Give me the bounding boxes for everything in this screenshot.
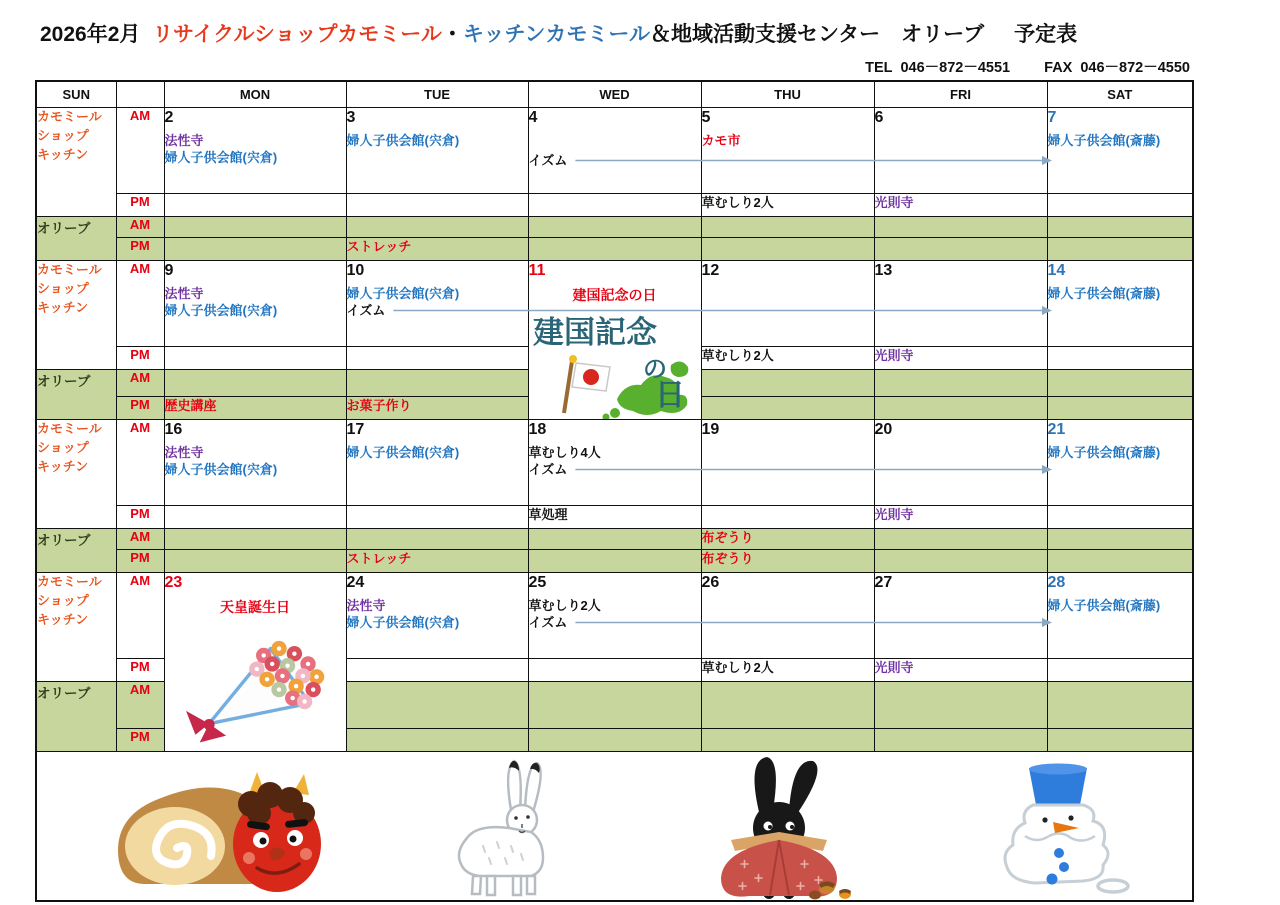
pm-row-label: PM — [116, 238, 164, 261]
day-number: 19 — [701, 421, 720, 438]
day-cell — [164, 370, 346, 397]
schedule-item-line — [1048, 285, 1193, 302]
day-number: 6 — [874, 109, 884, 126]
day-cell — [701, 550, 874, 573]
am-row-label: AM — [116, 420, 164, 506]
holiday-cell — [528, 261, 701, 420]
day-cell — [874, 370, 1047, 397]
schedule-item-line — [1048, 597, 1193, 614]
schedule-item: 婦人子供会館(宍倉) — [164, 150, 278, 165]
week-2-am-row — [36, 261, 1193, 347]
bouquet-illustration — [165, 623, 346, 751]
schedule-item: 法性寺 — [164, 445, 204, 460]
day-number: 23 — [164, 574, 183, 591]
day-cell — [528, 659, 701, 682]
day-cell — [701, 347, 874, 370]
fax-label: FAX — [1044, 60, 1073, 76]
weekday-header-wed: WED — [528, 81, 701, 108]
title-schedule-word: 予定表 — [1014, 23, 1078, 46]
schedule-item-line — [347, 550, 528, 567]
day-cell — [874, 682, 1047, 729]
schedule-item-line — [702, 529, 874, 546]
week-3-pm-row — [36, 506, 1193, 529]
schedule-item: 婦人子供会館(斎藤) — [1047, 598, 1161, 613]
day-cell — [528, 573, 701, 659]
schedule-item: お菓子作り — [346, 398, 412, 413]
day-cell — [874, 729, 1047, 752]
schedule-item: 婦人子供会館(宍倉) — [164, 303, 278, 318]
day-cell — [346, 573, 528, 659]
shop-label-line: ショップ — [37, 280, 89, 296]
schedule-item-line — [529, 597, 701, 614]
schedule-item-line — [702, 550, 874, 567]
schedule-item-line — [347, 444, 528, 461]
schedule-item: 婦人子供会館(宍倉) — [346, 615, 460, 630]
day-cell — [346, 506, 528, 529]
day-cell — [874, 573, 1047, 659]
schedule-item-line — [529, 152, 701, 169]
schedule-item: ストレッチ — [346, 239, 412, 254]
week-1-pm-row — [36, 194, 1193, 217]
day-cell — [874, 420, 1047, 506]
schedule-item: 光則寺 — [874, 507, 914, 522]
schedule-item-line — [529, 506, 701, 523]
pm-row-label: PM — [116, 659, 164, 682]
pm-row-label: PM — [116, 194, 164, 217]
schedule-item: 法性寺 — [346, 598, 386, 613]
svg-text:建国記念: 建国記念 — [532, 315, 657, 350]
day-number: 12 — [701, 262, 720, 279]
schedule-item: 布ぞうり — [701, 530, 754, 545]
shop-label-line: カモミール — [37, 109, 102, 124]
title-shop-name: リサイクルショップカモミール — [152, 23, 442, 46]
day-cell — [701, 529, 874, 550]
day-number: 20 — [874, 421, 893, 438]
day-number: 13 — [874, 262, 893, 279]
day-cell — [528, 217, 701, 238]
day-cell — [528, 529, 701, 550]
day-cell — [874, 238, 1047, 261]
schedule-item-line — [347, 132, 528, 149]
day-number: 26 — [701, 574, 720, 591]
shop-label-line: カモミール — [37, 421, 102, 436]
schedule-item: 光則寺 — [874, 195, 914, 210]
day-number: 25 — [528, 574, 547, 591]
day-cell — [1047, 261, 1193, 347]
day-cell — [346, 347, 528, 370]
crossed-cell — [1047, 550, 1193, 573]
schedule-item-line — [347, 397, 528, 414]
crossed-cell — [1047, 238, 1193, 261]
week-3-am-row — [36, 420, 1193, 506]
day-cell — [1047, 573, 1193, 659]
am-row-label: AM — [116, 261, 164, 347]
crossed-cell — [1047, 397, 1193, 420]
schedule-item-line — [165, 149, 346, 166]
am-row-label: AM — [116, 370, 164, 397]
schedule-item: 草むしり2人 — [701, 195, 774, 210]
day-cell — [164, 194, 346, 217]
weekday-header-sat: SAT — [1047, 81, 1193, 108]
schedule-item-line — [529, 461, 701, 478]
day-cell — [1047, 108, 1193, 194]
day-cell — [346, 238, 528, 261]
shop-label-line: カモミール — [37, 262, 102, 277]
schedule-item: 歴史講座 — [164, 398, 217, 413]
schedule-item-line — [165, 132, 346, 149]
weekday-header-fri: FRI — [874, 81, 1047, 108]
day-cell — [874, 194, 1047, 217]
schedule-item-line — [165, 397, 346, 414]
day-cell — [701, 217, 874, 238]
shop-label-line: キッチン — [37, 146, 89, 162]
schedule-item-line — [165, 461, 346, 478]
shop-row-label — [36, 261, 116, 370]
day-number: 4 — [528, 109, 538, 126]
day-number: 10 — [346, 262, 365, 279]
day-cell — [701, 682, 874, 729]
day-cell — [701, 397, 874, 420]
day-cell — [346, 550, 528, 573]
day-cell — [874, 550, 1047, 573]
weekday-header-tue: TUE — [346, 81, 528, 108]
crossed-cell — [1047, 729, 1193, 752]
black-rabbit-purse-illustration — [697, 752, 867, 901]
day-cell — [346, 659, 528, 682]
svg-text:日: 日 — [654, 379, 685, 412]
day-number: 5 — [701, 109, 711, 126]
melting-snowman-illustration — [967, 760, 1137, 901]
day-number: 21 — [1047, 421, 1066, 438]
day-cell — [874, 397, 1047, 420]
am-row-label: AM — [116, 217, 164, 238]
schedule-item: イズム — [346, 303, 386, 318]
pm-row-label: PM — [116, 550, 164, 573]
day-cell — [874, 347, 1047, 370]
day-cell — [701, 506, 874, 529]
schedule-item: 婦人子供会館(宍倉) — [346, 133, 460, 148]
schedule-item: 草処理 — [528, 507, 568, 522]
olive-row-label: オリーブ — [36, 217, 116, 261]
schedule-item-line — [347, 597, 528, 614]
day-number: 16 — [164, 421, 183, 438]
olive-row-label: オリーブ — [36, 529, 116, 573]
day-cell — [346, 529, 528, 550]
schedule-item: 光則寺 — [874, 660, 914, 675]
am-row-label: AM — [116, 529, 164, 550]
day-number: 24 — [346, 574, 365, 591]
schedule-item-line — [1048, 132, 1193, 149]
day-number: 7 — [1047, 109, 1057, 126]
schedule-item-line — [1048, 444, 1193, 461]
day-cell — [164, 550, 346, 573]
schedule-item: 草むしり4人 — [528, 445, 601, 460]
day-cell — [164, 397, 346, 420]
am-row-label: AM — [116, 682, 164, 729]
shop-row-label — [36, 108, 116, 217]
day-cell — [874, 261, 1047, 347]
day-cell — [874, 529, 1047, 550]
schedule-item-line — [875, 506, 1047, 523]
day-cell — [346, 370, 528, 397]
day-cell — [164, 108, 346, 194]
day-number: 18 — [528, 421, 547, 438]
day-cell — [346, 729, 528, 752]
day-cell — [701, 659, 874, 682]
crossed-cell — [1047, 529, 1193, 550]
pm-row-label: PM — [116, 729, 164, 752]
day-number: 11 — [528, 262, 546, 279]
day-cell — [1047, 420, 1193, 506]
title-suffix: ＆地域活動支援センター オリーブ — [650, 23, 985, 46]
schedule-item-line — [165, 302, 346, 319]
schedule-item: 婦人子供会館(宍倉) — [346, 286, 460, 301]
day-number: 14 — [1047, 262, 1066, 279]
schedule-item-line — [347, 302, 528, 319]
schedule-item-line — [165, 285, 346, 302]
weekday-header-sun: SUN — [36, 81, 116, 108]
footer-row — [36, 752, 1193, 902]
day-cell — [346, 108, 528, 194]
day-cell — [164, 347, 346, 370]
schedule-item: 法性寺 — [164, 286, 204, 301]
day-number: 9 — [164, 262, 174, 279]
day-cell — [346, 194, 528, 217]
week-1-am-row — [36, 108, 1193, 194]
schedule-item: 法性寺 — [164, 133, 204, 148]
day-cell — [528, 194, 701, 217]
day-number: 2 — [164, 109, 174, 126]
holiday-cell — [164, 573, 346, 752]
schedule-item-line — [529, 614, 701, 631]
olive-row-label: オリーブ — [36, 370, 116, 420]
day-cell — [164, 506, 346, 529]
schedule-item: 婦人子供会館(宍倉) — [164, 462, 278, 477]
pm-row-label: PM — [116, 397, 164, 420]
contact-line — [857, 56, 1190, 77]
tel-number: 046－872－4551 — [900, 60, 1011, 76]
day-cell — [164, 529, 346, 550]
shop-label-line: キッチン — [37, 458, 89, 474]
calendar-table — [35, 80, 1194, 902]
oni-roll-cake-illustration — [99, 760, 334, 900]
schedule-item-line — [529, 444, 701, 461]
day-cell — [164, 420, 346, 506]
schedule-item-line — [165, 444, 346, 461]
day-cell — [528, 420, 701, 506]
schedule-item: 婦人子供会館(斎藤) — [1047, 445, 1161, 460]
day-cell — [701, 238, 874, 261]
week-1-olive_pm-row — [36, 238, 1193, 261]
holiday-name: 建国記念の日 — [572, 287, 657, 303]
shop-row-label — [36, 420, 116, 529]
day-cell — [164, 217, 346, 238]
crossed-cell — [1047, 682, 1193, 729]
schedule-item: イズム — [528, 462, 568, 477]
footer-illustration-band — [36, 752, 1193, 902]
shop-label-line: キッチン — [37, 299, 89, 315]
weekday-header-blank — [116, 81, 164, 108]
page-title — [40, 18, 1077, 48]
weekday-header-mon: MON — [164, 81, 346, 108]
crossed-cell — [528, 550, 701, 573]
title-kitchen-name: キッチンカモミール — [462, 23, 650, 46]
day-cell — [701, 370, 874, 397]
crossed-cell — [528, 238, 701, 261]
week-3-olive_am-row — [36, 529, 1193, 550]
day-cell — [346, 420, 528, 506]
day-cell — [701, 420, 874, 506]
day-cell — [1047, 347, 1193, 370]
day-number: 17 — [346, 421, 365, 438]
schedule-item: カモ市 — [701, 133, 741, 148]
schedule-item: 草むしり2人 — [528, 598, 601, 613]
shop-label-line: ショップ — [37, 439, 89, 455]
day-number: 27 — [874, 574, 893, 591]
day-number: 28 — [1047, 574, 1066, 591]
kenkoku-kinenbi-logo-illustration — [529, 307, 701, 419]
schedule-item-line — [702, 347, 874, 364]
day-cell — [346, 682, 528, 729]
day-cell — [528, 506, 701, 529]
weekday-header-row — [36, 81, 1193, 108]
schedule-item: 草むしり2人 — [701, 660, 774, 675]
schedule-item: 草むしり2人 — [701, 348, 774, 363]
white-hare-illustration — [427, 754, 577, 901]
day-cell — [346, 397, 528, 420]
shop-label-line: カモミール — [37, 574, 102, 589]
day-cell — [1047, 659, 1193, 682]
week-4-am-row — [36, 573, 1193, 659]
crossed-cell — [1047, 217, 1193, 238]
holiday-name: 天皇誕生日 — [220, 599, 290, 615]
day-cell — [528, 682, 701, 729]
day-cell — [1047, 194, 1193, 217]
schedule-item: イズム — [528, 153, 568, 168]
schedule-item-line — [875, 659, 1047, 676]
schedule-item-line — [702, 132, 874, 149]
day-cell — [346, 217, 528, 238]
svg-text:の: の — [642, 356, 667, 383]
crossed-cell — [528, 729, 701, 752]
schedule-item-line — [702, 659, 874, 676]
title-separator: ・ — [441, 23, 463, 46]
fax-number: 046－872－4550 — [1080, 60, 1190, 76]
olive-row-label: オリーブ — [36, 682, 116, 752]
schedule-item: 婦人子供会館(斎藤) — [1047, 133, 1161, 148]
schedule-item: イズム — [528, 615, 568, 630]
schedule-item-line — [347, 238, 528, 255]
schedule-item-line — [347, 285, 528, 302]
day-cell — [701, 194, 874, 217]
schedule-item: 布ぞうり — [701, 551, 754, 566]
tel-label: TEL — [865, 60, 893, 76]
day-cell — [874, 659, 1047, 682]
schedule-item-line — [347, 614, 528, 631]
day-cell — [1047, 506, 1193, 529]
day-cell — [701, 573, 874, 659]
schedule-item-line — [702, 194, 874, 211]
day-cell — [346, 261, 528, 347]
day-cell — [528, 108, 701, 194]
schedule-item-line — [875, 347, 1047, 364]
pm-row-label: PM — [116, 347, 164, 370]
week-1-olive_am-row — [36, 217, 1193, 238]
day-cell — [874, 217, 1047, 238]
schedule-item: 婦人子供会館(斎藤) — [1047, 286, 1161, 301]
crossed-cell — [1047, 370, 1193, 397]
day-cell — [164, 261, 346, 347]
day-number: 3 — [346, 109, 356, 126]
day-cell — [164, 238, 346, 261]
day-cell — [701, 261, 874, 347]
week-3-olive_pm-row — [36, 550, 1193, 573]
pm-row-label: PM — [116, 506, 164, 529]
day-cell — [874, 506, 1047, 529]
shop-row-label — [36, 573, 116, 682]
am-row-label: AM — [116, 573, 164, 659]
day-cell — [874, 108, 1047, 194]
am-row-label: AM — [116, 108, 164, 194]
schedule-item-line — [875, 194, 1047, 211]
schedule-item: 婦人子供会館(宍倉) — [346, 445, 460, 460]
shop-label-line: ショップ — [37, 127, 89, 143]
schedule-item: 光則寺 — [874, 348, 914, 363]
day-cell — [701, 729, 874, 752]
day-cell — [701, 108, 874, 194]
weekday-header-thu: THU — [701, 81, 874, 108]
title-month: 2026年2月 — [40, 23, 141, 46]
schedule-item: ストレッチ — [346, 551, 412, 566]
shop-label-line: キッチン — [37, 611, 89, 627]
shop-label-line: ショップ — [37, 592, 89, 608]
